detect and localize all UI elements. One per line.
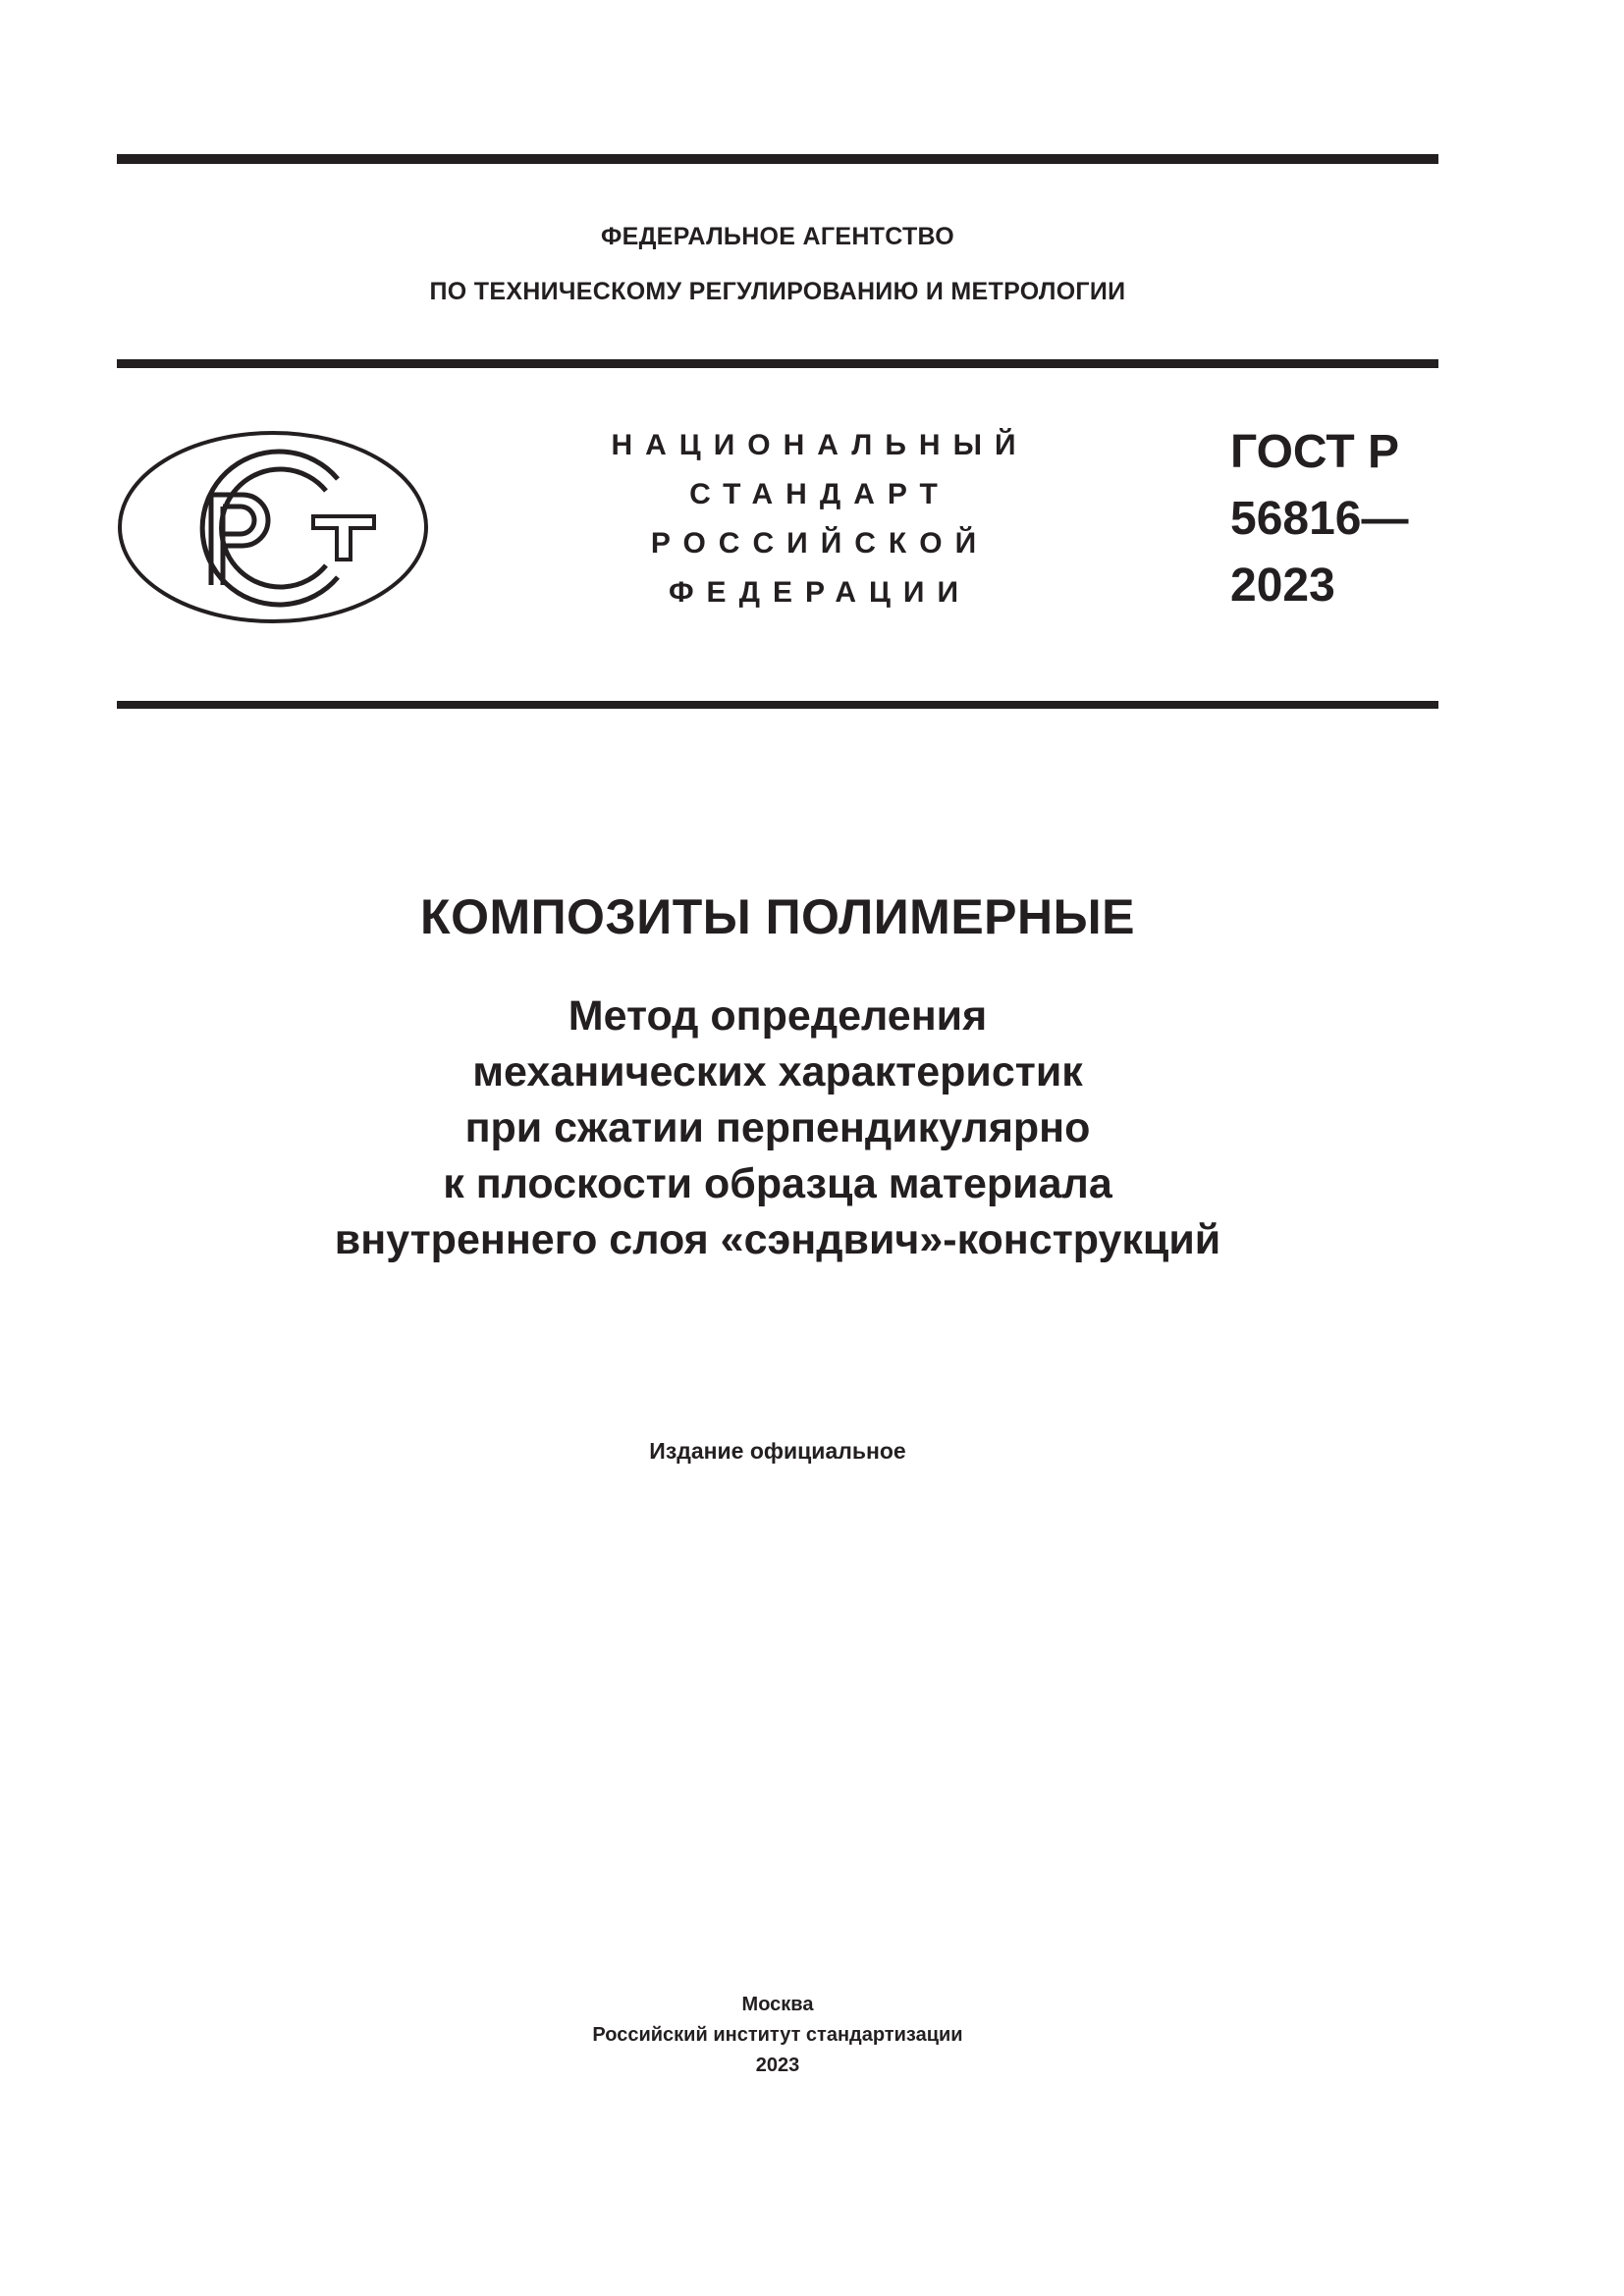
national-standard-line: СТАНДАРТ: [689, 478, 950, 510]
standard-designation: ГОСТ Р: [1230, 426, 1400, 478]
imprint-publisher: Российский институт стандартизации: [592, 2024, 963, 2046]
document-subtitle: [117, 988, 1438, 1268]
subtitle-line: к плоскости образца материала: [443, 1160, 1112, 1207]
imprint: [117, 1990, 1438, 2081]
subtitle-line: при сжатии перпендикулярно: [464, 1104, 1091, 1151]
top-rule: [117, 154, 1438, 164]
imprint-city: Москва: [741, 1994, 814, 2015]
document-title: КОМПОЗИТЫ ПОЛИМЕРНЫЕ: [420, 889, 1135, 944]
national-standard-line: РОССИЙСКОЙ: [650, 527, 990, 560]
edition-note: Издание официальное: [649, 1438, 906, 1464]
subtitle-line: Метод определения: [568, 992, 988, 1040]
national-standard-line: ФЕДЕРАЦИИ: [668, 576, 972, 609]
designation-rule: [117, 701, 1438, 709]
subtitle-line: внутреннего слоя «сэндвич»-конструкций: [334, 1216, 1221, 1263]
agency-line-1: ФЕДЕРАЛЬНОЕ АГЕНТСТВО: [600, 223, 955, 250]
national-standard-line: НАЦИОНАЛЬНЫЙ: [611, 429, 1029, 461]
rst-logo-icon: [117, 430, 429, 624]
standard-year: 2023: [1230, 560, 1335, 612]
standard-number: 56816—: [1230, 493, 1409, 545]
subtitle-line: механических характеристик: [472, 1048, 1083, 1095]
imprint-year: 2023: [755, 2055, 800, 2076]
header-rule: [117, 359, 1438, 368]
agency-line-2: ПО ТЕХНИЧЕСКОМУ РЕГУЛИРОВАНИЮ И МЕТРОЛОГИИ: [429, 278, 1126, 305]
